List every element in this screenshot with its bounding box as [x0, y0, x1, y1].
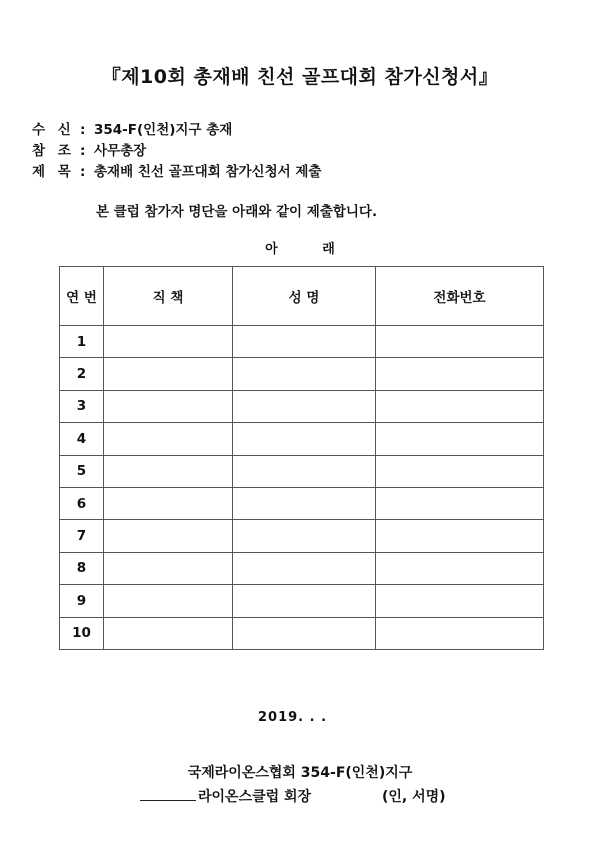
row-number: 5: [60, 455, 104, 487]
colon: :: [80, 164, 86, 180]
phone-cell[interactable]: [376, 326, 544, 358]
position-cell[interactable]: [104, 520, 233, 552]
table-row: [60, 487, 544, 519]
colon: :: [80, 122, 86, 138]
subject-line: [32, 160, 321, 180]
row-number: 9: [60, 585, 104, 617]
name-cell[interactable]: [233, 455, 376, 487]
position-cell[interactable]: [104, 487, 233, 519]
table-row: [60, 326, 544, 358]
subject-value: 총재배 친선 골프대회 참가신청서 제출: [94, 164, 322, 180]
club-name-blank[interactable]: [140, 800, 196, 801]
table-row: [60, 617, 544, 649]
position-cell[interactable]: [104, 585, 233, 617]
name-cell[interactable]: [233, 617, 376, 649]
reference-line: [32, 139, 146, 159]
reference-label: 참 조: [32, 143, 75, 159]
recipient-value: 354-F(인천)지구 총재: [94, 122, 233, 138]
table-row: [60, 552, 544, 584]
header-phone: 전화번호: [376, 267, 544, 326]
phone-cell[interactable]: [376, 358, 544, 390]
table-row: [60, 520, 544, 552]
row-number: 1: [60, 326, 104, 358]
row-number: 7: [60, 520, 104, 552]
table-row: [60, 390, 544, 422]
phone-cell[interactable]: [376, 520, 544, 552]
header-name: 성 명: [233, 267, 376, 326]
subject-label: 제 목: [32, 164, 75, 180]
position-cell[interactable]: [104, 358, 233, 390]
document-title: 『제10회 총재배 친선 골프대회 참가신청서』: [101, 66, 499, 88]
header-position: 직 책: [104, 267, 233, 326]
name-cell[interactable]: [233, 585, 376, 617]
name-cell[interactable]: [233, 390, 376, 422]
row-number: 3: [60, 390, 104, 422]
table-row: [60, 455, 544, 487]
phone-cell[interactable]: [376, 390, 544, 422]
name-cell[interactable]: [233, 423, 376, 455]
name-cell[interactable]: [233, 358, 376, 390]
table-header-row: [60, 267, 544, 326]
phone-cell[interactable]: [376, 552, 544, 584]
table-row: [60, 585, 544, 617]
name-cell[interactable]: [233, 487, 376, 519]
name-cell[interactable]: [233, 326, 376, 358]
below-heading: 아 래: [265, 242, 335, 257]
row-number: 8: [60, 552, 104, 584]
phone-cell[interactable]: [376, 487, 544, 519]
recipient-line: [32, 118, 232, 138]
organization-name: 국제라이온스협회 354-F(인천)지구: [187, 765, 413, 781]
position-cell[interactable]: [104, 455, 233, 487]
phone-cell[interactable]: [376, 585, 544, 617]
header-number: 연 번: [60, 267, 104, 326]
phone-cell[interactable]: [376, 455, 544, 487]
row-number: 2: [60, 358, 104, 390]
position-cell[interactable]: [104, 390, 233, 422]
name-cell[interactable]: [233, 520, 376, 552]
club-president-title: 라이온스클럽 회장: [198, 789, 312, 805]
row-number: 10: [60, 617, 104, 649]
signature-note: (인, 서명): [382, 789, 446, 805]
position-cell[interactable]: [104, 552, 233, 584]
position-cell[interactable]: [104, 423, 233, 455]
reference-value: 사무총장: [94, 143, 147, 159]
colon: :: [80, 143, 86, 159]
table-row: [60, 423, 544, 455]
position-cell[interactable]: [104, 617, 233, 649]
row-number: 6: [60, 487, 104, 519]
phone-cell[interactable]: [376, 423, 544, 455]
date-line: 2019. . .: [258, 710, 328, 725]
phone-cell[interactable]: [376, 617, 544, 649]
table-row: [60, 358, 544, 390]
recipient-label: 수 신: [32, 122, 75, 138]
name-cell[interactable]: [233, 552, 376, 584]
participant-table: [59, 266, 544, 650]
intro-text: 본 클럽 참가자 명단을 아래와 같이 제출합니다.: [96, 204, 378, 220]
row-number: 4: [60, 423, 104, 455]
position-cell[interactable]: [104, 326, 233, 358]
